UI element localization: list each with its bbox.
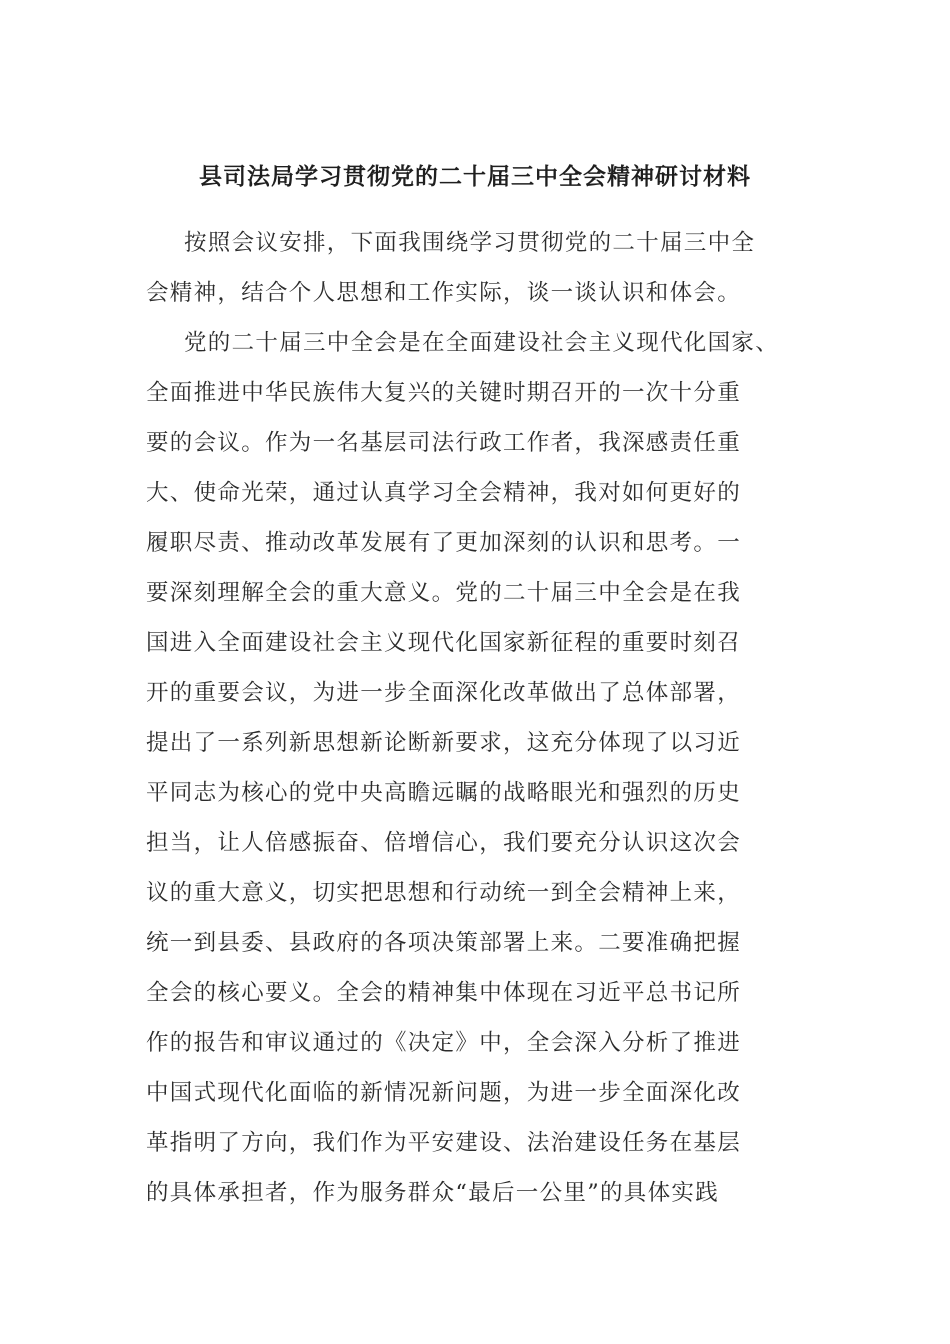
- paragraph-1-line-1: 按照会议安排，下面我围绕学习贯彻党的二十届三中全: [184, 230, 756, 256]
- paragraph-2-line-7: 国进入全面建设社会主义现代化国家新征程的重要时刻召: [146, 630, 742, 656]
- paragraph-1-line-2: 会精神，结合个人思想和工作实际，谈一谈认识和体会。: [146, 280, 742, 306]
- paragraph-2-line-3: 要的会议。作为一名基层司法行政工作者，我深感责任重: [146, 430, 742, 456]
- paragraph-2-line-1: 党的二十届三中全会是在全面建设社会主义现代化国家、: [184, 330, 780, 356]
- paragraph-2-line-5: 履职尽责、推动改革发展有了更加深刻的认识和思考。一: [146, 530, 742, 556]
- paragraph-2-line-13: 统一到县委、县政府的各项决策部署上来。二要准确把握: [146, 930, 742, 956]
- document-title: 县司法局学习贯彻党的二十届三中全会精神研讨材料: [199, 163, 751, 190]
- paragraph-2-line-15: 作的报告和审议通过的《决定》中，全会深入分析了推进: [146, 1030, 742, 1056]
- paragraph-2-line-17: 革指明了方向，我们作为平安建设、法治建设任务在基层: [146, 1130, 742, 1156]
- document-body: [146, 218, 826, 1218]
- paragraph-2-line-11: 担当，让人倍感振奋、倍增信心，我们要充分认识这次会: [146, 830, 742, 856]
- paragraph-2-line-2: 全面推进中华民族伟大复兴的关键时期召开的一次十分重: [146, 380, 742, 406]
- paragraph-2-line-12: 议的重大意义，切实把思想和行动统一到全会精神上来，: [146, 880, 742, 906]
- paragraph-2-line-8: 开的重要会议，为进一步全面深化改革做出了总体部署，: [146, 680, 742, 706]
- paragraph-2-line-16: 中国式现代化面临的新情况新问题，为进一步全面深化改: [146, 1080, 742, 1106]
- paragraph-2-line-10: 平同志为核心的党中央高瞻远瞩的战略眼光和强烈的历史: [146, 780, 742, 806]
- paragraph-2-line-4: 大、使命光荣，通过认真学习全会精神，我对如何更好的: [146, 480, 742, 506]
- paragraph-2-line-14: 全会的核心要义。全会的精神集中体现在习近平总书记所: [146, 980, 742, 1006]
- paragraph-2-line-9: 提出了一系列新思想新论断新要求，这充分体现了以习近: [146, 730, 742, 756]
- paragraph-2-line-18: 的具体承担者，作为服务群众“最后一公里”的具体实践: [146, 1180, 720, 1206]
- paragraph-2-line-6: 要深刻理解全会的重大意义。党的二十届三中全会是在我: [146, 580, 742, 606]
